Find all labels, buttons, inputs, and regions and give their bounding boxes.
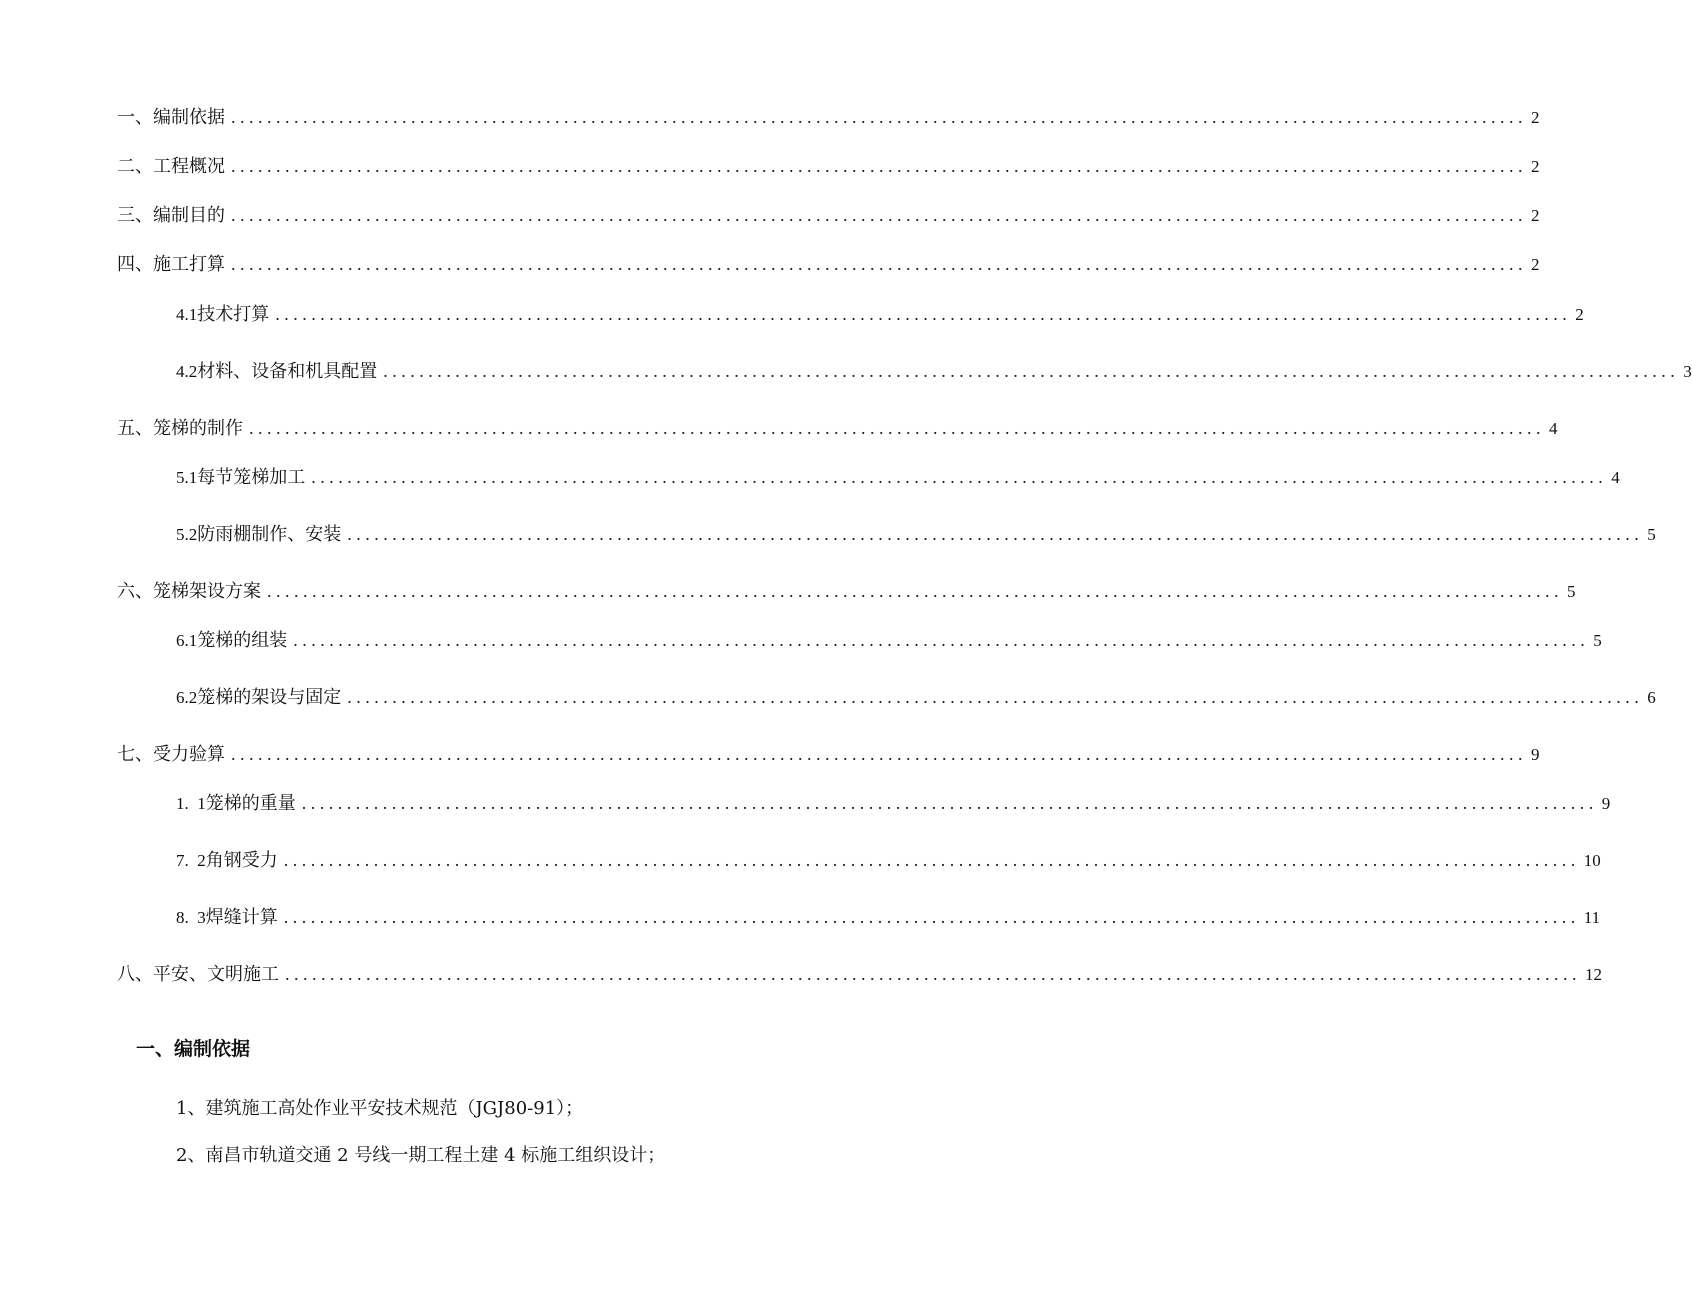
toc-title: 每节笼梯加工 (197, 467, 306, 488)
toc-leader: ................................................................................................................................................ (283, 850, 1580, 870)
toc-entry-7[interactable] (117, 739, 1540, 769)
toc-leader: ................................................................................................................................................ (231, 254, 1527, 274)
toc-entry-3[interactable] (117, 200, 1540, 230)
toc-subentry-5-2[interactable] (176, 519, 1656, 549)
toc-subentry-7-2[interactable] (176, 845, 1601, 875)
toc-leader: ................................................................................................................................................ (231, 107, 1527, 127)
toc-leader: ................................................................................................................................................ (347, 524, 1644, 544)
toc-page-number: 2 (1531, 157, 1540, 176)
toc-section-number: 5.2 (176, 525, 198, 544)
toc-title: 笼梯的组装 (197, 630, 288, 651)
toc-subentry-7-1[interactable] (176, 788, 1611, 818)
toc-title: 五、笼梯的制作 (117, 418, 243, 439)
toc-entry-5[interactable] (117, 413, 1558, 443)
toc-title: 防雨棚制作、安装 (197, 524, 342, 545)
toc-title: 二、工程概况 (117, 156, 225, 177)
toc-title: 笼梯的重量 (205, 793, 296, 814)
toc-leader: ................................................................................................................................................ (275, 304, 1572, 324)
section-heading: 一、编制依据 (136, 1038, 251, 1060)
toc-entry-1[interactable] (117, 102, 1540, 132)
toc-subentry-6-2[interactable] (176, 682, 1656, 712)
toc-page-number: 4 (1611, 468, 1620, 487)
toc-page-number: 5 (1593, 631, 1602, 650)
toc-page-number: 12 (1585, 965, 1602, 984)
toc-title: 三、编制目的 (117, 205, 225, 226)
toc-leader: ................................................................................................................................................ (249, 418, 1545, 438)
toc-page-number: 2 (1531, 255, 1540, 274)
toc-title: 六、笼梯架设方案 (117, 581, 261, 602)
toc-page-number: 9 (1601, 794, 1611, 813)
toc-section-number: 1. 1 (176, 794, 206, 813)
toc-leader: ................................................................................................................................................ (383, 361, 1680, 381)
toc-leader: ................................................................................................................................................ (231, 205, 1527, 225)
toc-section-number: 4.1 (176, 305, 198, 324)
toc-title: 技术打算 (197, 304, 270, 325)
toc-page-number: 11 (1583, 908, 1601, 927)
toc-title: 焊缝计算 (205, 907, 278, 928)
toc-page-number: 2 (1575, 305, 1584, 324)
toc-page-number: 3 (1683, 362, 1692, 381)
toc-subentry-5-1[interactable] (176, 462, 1620, 492)
toc-subentry-6-1[interactable] (176, 625, 1602, 655)
toc-title: 七、受力验算 (117, 744, 225, 765)
toc-entry-8[interactable] (117, 959, 1602, 989)
toc-section-number: 5.1 (176, 468, 198, 487)
toc-page-number: 10 (1583, 851, 1601, 870)
toc-title: 八、平安、文明施工 (117, 964, 279, 985)
reference-item-1: 1、建筑施工高处作业平安技术规范（JGJ80-91）； (176, 1098, 584, 1119)
toc-section-number: 7. 2 (176, 851, 206, 870)
toc-title: 角钢受力 (205, 850, 278, 871)
toc-leader: ................................................................................................................................................ (231, 744, 1527, 764)
toc-leader: ................................................................................................................................................ (311, 467, 1608, 487)
toc-leader: ................................................................................................................................................ (285, 964, 1581, 984)
toc-section-number: 6.1 (176, 631, 198, 650)
toc-leader: ................................................................................................................................................ (231, 156, 1527, 176)
toc-entry-2[interactable] (117, 151, 1540, 181)
toc-page-number: 6 (1647, 688, 1656, 707)
toc-page-number: 2 (1531, 108, 1540, 127)
toc-section-number: 4.2 (176, 362, 198, 381)
toc-title: 一、编制依据 (117, 107, 225, 128)
toc-leader: ................................................................................................................................................ (301, 793, 1598, 813)
toc-subentry-4-2[interactable] (176, 356, 1692, 386)
toc-entry-6[interactable] (117, 576, 1576, 606)
toc-section-number: 6.2 (176, 688, 198, 707)
toc-page-number: 5 (1647, 525, 1656, 544)
toc-page-number: 5 (1567, 582, 1576, 601)
toc-page-number: 9 (1531, 745, 1540, 764)
toc-section-number: 8. 3 (176, 908, 206, 927)
toc-title: 笼梯的架设与固定 (197, 687, 342, 708)
toc-entry-4[interactable] (117, 249, 1540, 279)
toc-leader: ................................................................................................................................................ (267, 581, 1563, 601)
toc-leader: ................................................................................................................................................ (293, 630, 1590, 650)
toc-leader: ................................................................................................................................................ (283, 907, 1580, 927)
toc-subentry-7-3[interactable] (176, 902, 1601, 932)
reference-item-2: 2、南昌市轨道交通 2 号线一期工程土建 4 标施工组织设计； (176, 1145, 666, 1166)
toc-title: 四、施工打算 (117, 254, 225, 275)
toc-leader: ................................................................................................................................................ (347, 687, 1644, 707)
toc-title: 材料、设备和机具配置 (197, 361, 378, 382)
toc-page-number: 4 (1549, 419, 1558, 438)
toc-subentry-4-1[interactable] (176, 299, 1584, 329)
toc-page-number: 2 (1531, 206, 1540, 225)
